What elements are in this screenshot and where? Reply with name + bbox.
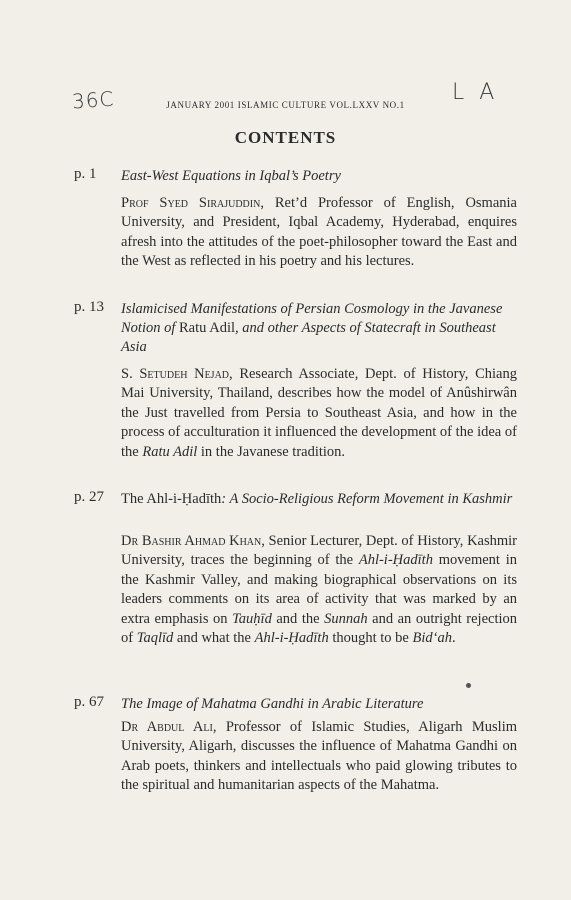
entry-page-number: p. 1 (74, 166, 97, 182)
entry-page-number: p. 13 (74, 299, 104, 315)
entry-description-term: Ratu Adil (142, 443, 198, 460)
entry-author: S. Setudeh Nejad (121, 366, 230, 382)
ink-mark (466, 683, 471, 688)
entry-description-text: . (451, 630, 456, 647)
entry-page-number: p. 67 (74, 694, 104, 710)
entry-title (121, 490, 517, 509)
entry-page-number: p. 27 (74, 489, 104, 505)
entry-description-text: movement in the Kashmir Valley, and making biographical observations on its leaders comments on its area of activity that was marked by an extra emphasis on (121, 552, 517, 627)
handwritten-note-left: 36С (71, 86, 116, 114)
entry-description-text: , Senior Lecturer, Dept. of History, Kashmir University, traces the beginning of the (121, 533, 518, 569)
entry-description-text: in the Javanese tradition. (197, 443, 346, 460)
entry-description-text: , Ret’d Professor of English, Osmania University, and President, Iqbal Academy, Hyderabad, enquires afresh into the attitudes of the poet-philosopher toward the East and the West as reflected in his poetry and his lectures. (121, 195, 517, 270)
entry-description-term: Tauḥīd (232, 610, 272, 627)
entry-description (121, 194, 517, 272)
entry-description-text: , Professor of Islamic Studies, Aligarh Muslim University, Aligarh, discusses the influence of Mahatma Gandhi on Arab poets, thinkers and intellectuals who paid glowing tributes to the spiritual and humanitarian aspects of the Mahatma. (121, 719, 517, 794)
entry-description-term: Taqlīd (136, 630, 174, 647)
entry-description-text: and an outright rejection of (121, 610, 517, 647)
page-title: CONTENTS (234, 128, 337, 147)
entry-description-term: Sunnah (324, 610, 368, 627)
entry-title: East-West Equations in Iqbal’s Poetry (121, 168, 341, 184)
entry-title-part: Islamicised Manifestations of Persian Cosmology in the Javanese Notion of (121, 301, 503, 336)
entry-author: Dr Abdul Ali (121, 719, 213, 735)
entry-description-term: Ahl-i-Ḥadīth (358, 552, 433, 569)
entry-description-text: and what the (173, 630, 255, 647)
entry-description-text: , Research Associate, Dept. of History, Chiang Mai University, Thailand, describes how the model of Anûshirwân the Just travelled from Persia to Southeast Asia, and how in the process of acculturation it influenced the development of the idea of the (121, 366, 517, 460)
entry-description-term: Ahl-i-Ḥadīth (254, 630, 329, 647)
entry-title: The Image of Mahatma Gandhi in Arabic Literature (121, 696, 424, 712)
entry-description-text: and the (271, 610, 325, 627)
entry-description-term: Bid‘ah (412, 630, 452, 647)
entry-title-part: The Ahl-i-Ḥadīth (121, 491, 222, 507)
entry-author: Dr Bashir Ahmad Khan (121, 533, 262, 549)
entry-description (121, 365, 517, 462)
entry-author: Prof Syed Sirajuddin (121, 195, 261, 211)
running-head: JANUARY 2001 ISLAMIC CULTURE VOL.LXXV NO.1 (166, 100, 405, 110)
handwritten-note-right: L A (452, 80, 499, 105)
entry-title-part: Ratu Adil (179, 320, 236, 336)
entry-description (121, 532, 517, 648)
entry-description (121, 718, 517, 796)
entry-title-part: : A Socio-Religious Reform Movement in Kashmir (221, 491, 513, 507)
entry-title-part: , and other Aspects of Statecraft in Southeast Asia (121, 320, 496, 355)
entry-description-text: thought to be (328, 630, 413, 647)
entry-title (121, 300, 517, 357)
